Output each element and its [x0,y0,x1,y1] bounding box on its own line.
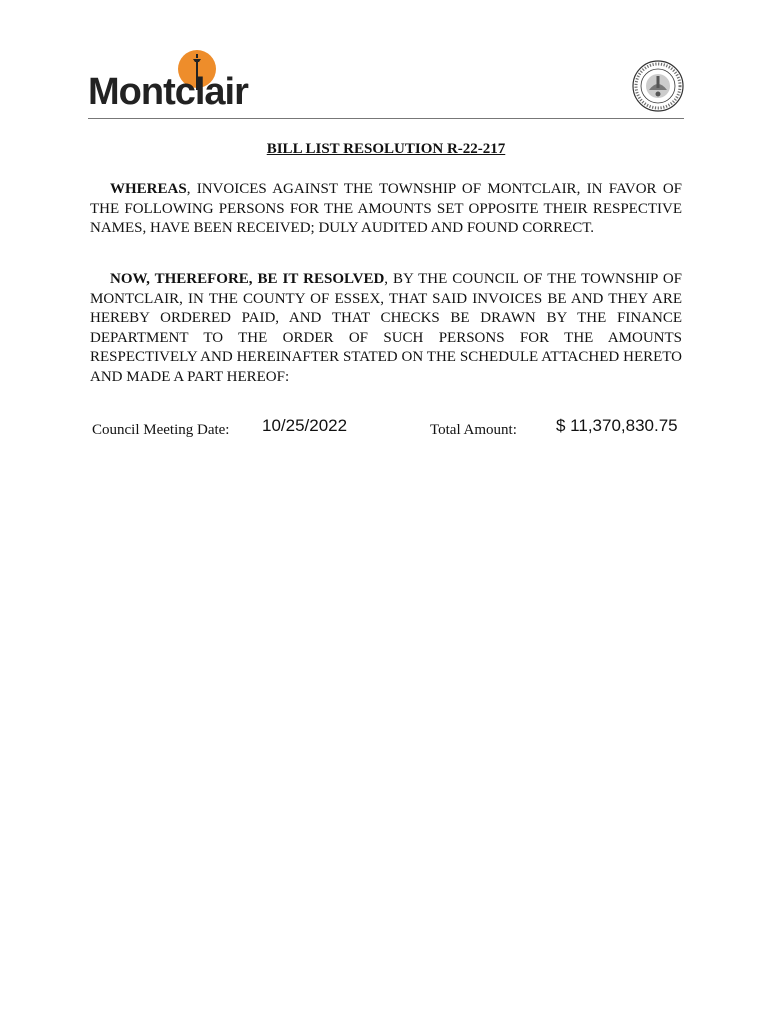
meeting-summary-row [90,416,686,446]
total-amount-value: $ 11,370,830.75 [556,416,678,435]
whereas-paragraph [90,180,682,239]
meeting-date-value: 10/25/2022 [262,416,348,435]
logo-wordmark: Montclair [88,71,248,113]
resolved-body: , BY THE COUNCIL OF THE TOWNSHIP OF MONTCLAIR, IN THE COUNTY OF ESSEX, THAT SAID INVOICES BE AND THEY ARE HEREBY ORDERED PAID, AND THAT CHECKS BE DRAWN BY THE FINANCE DEPARTMENT TO THE ORDER OF SUCH PERSONS FOR THE AMOUNTS RESPECTIVELY AND HEREINAFTER STATED ON THE SCHEDULE ATTACHED HERETO AND MADE A PART HEREOF: [90,271,682,385]
township-seal-icon [632,60,684,112]
meeting-date-label: Council Meeting Date: [92,422,230,438]
resolved-paragraph [90,270,682,387]
whereas-lead: WHEREAS [110,181,187,197]
page-header [88,44,684,120]
document-title: BILL LIST RESOLUTION R-22-217 [266,141,506,157]
header-divider [88,118,684,119]
resolved-lead: NOW, THEREFORE, BE IT RESOLVED [110,271,385,287]
montclair-logo [88,44,263,118]
whereas-body: , INVOICES AGAINST THE TOWNSHIP OF MONTCLAIR, IN FAVOR OF THE FOLLOWING PERSONS FOR THE AMOUNTS SET OPPOSITE THEIR RESPECTIVE NAMES, HAVE BEEN RECEIVED; DULY AUDITED AND FOUND CORRECT. [90,181,682,236]
total-amount-label: Total Amount: [430,422,517,438]
